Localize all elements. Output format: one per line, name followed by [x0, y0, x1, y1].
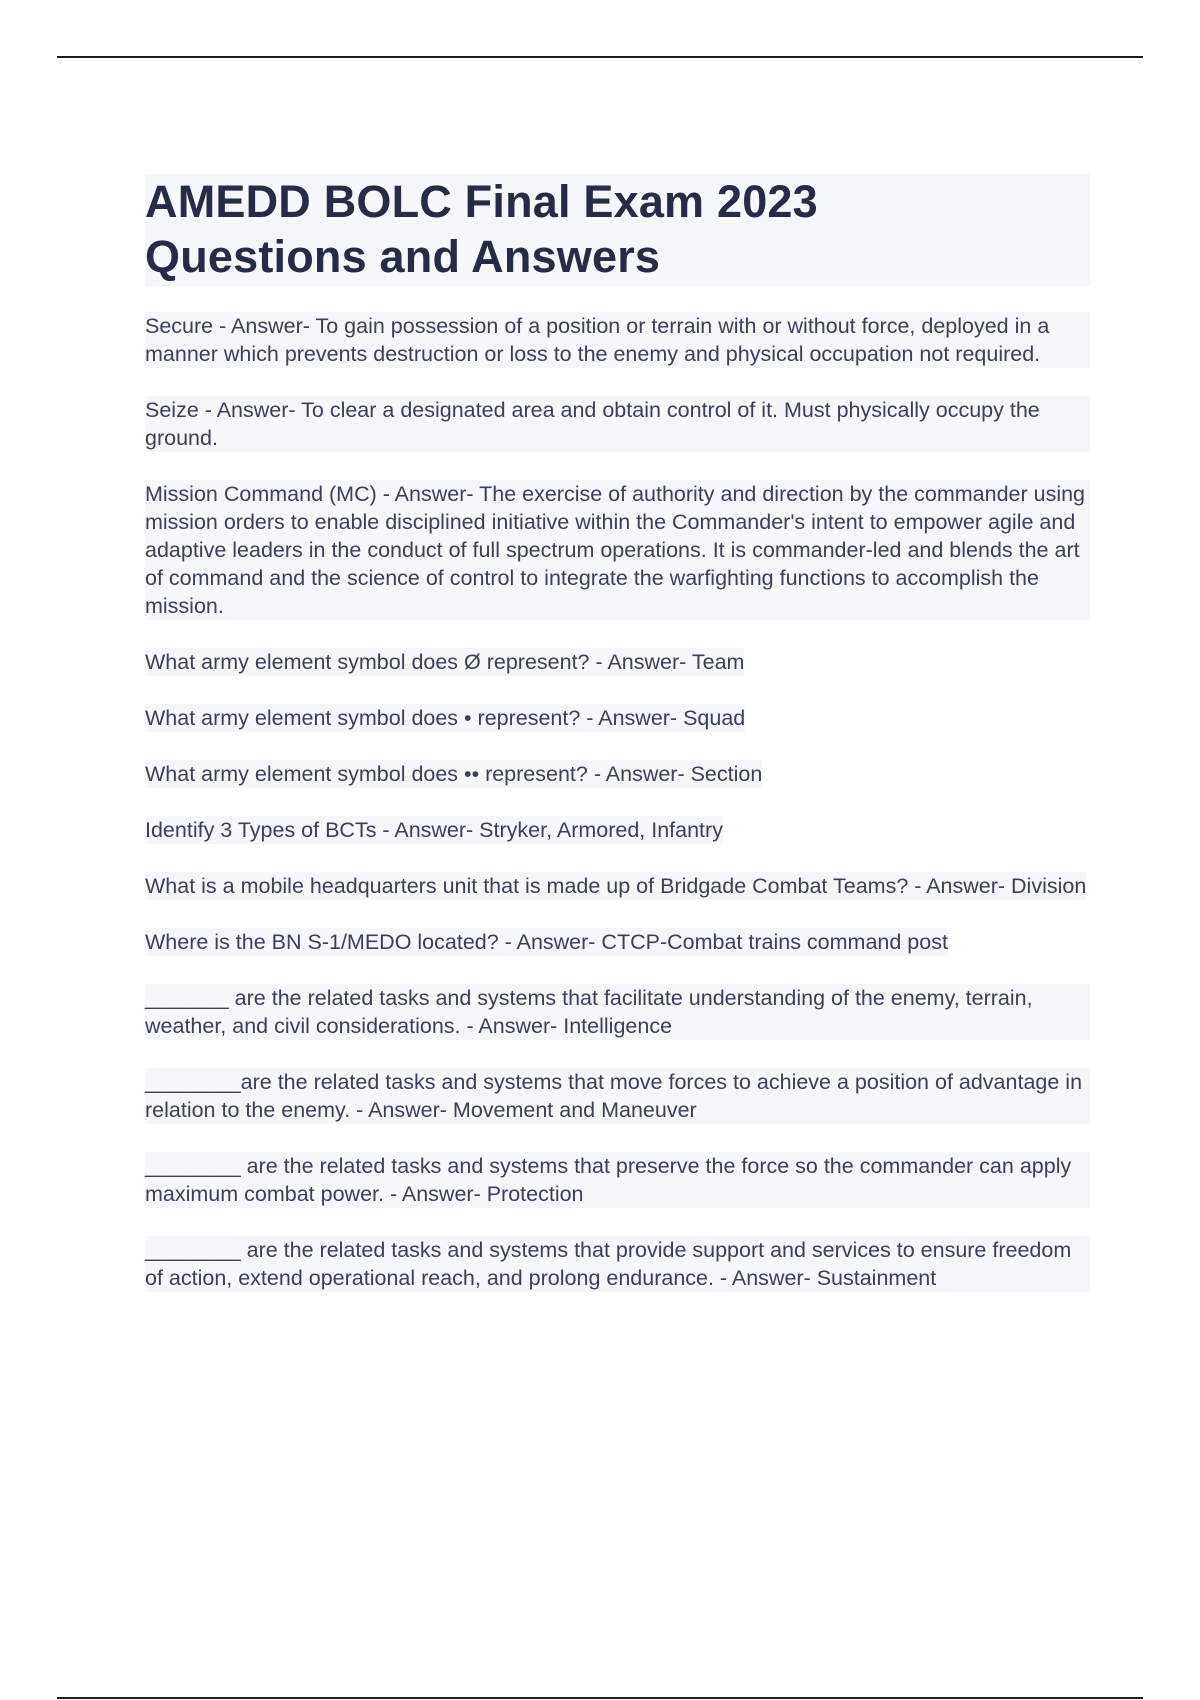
- qa-entry-team-symbol: What army element symbol does Ø represent? - Answer- Team: [145, 650, 745, 674]
- bottom-rule: [57, 1697, 1143, 1699]
- qa-entry-protection: ________ are the related tasks and systems that preserve the force so the commander can apply maximum combat power. - Answer- Protection: [145, 1152, 1090, 1208]
- qa-entry-division: What is a mobile headquarters unit that is made up of Bridgade Combat Teams? - Answer- Division: [145, 874, 1087, 898]
- qa-entry-movement-maneuver: ________are the related tasks and systems that move forces to achieve a position of advantage in relation to the enemy. - Answer- Movement and Maneuver: [145, 1068, 1090, 1124]
- qa-list: [145, 312, 1090, 1292]
- qa-entry-bct-types: Identify 3 Types of BCTs - Answer- Stryker, Armored, Infantry: [145, 818, 723, 842]
- document-body: [145, 174, 1090, 1320]
- qa-entry-section-symbol: What army element symbol does •• represent? - Answer- Section: [145, 762, 763, 786]
- qa-entry-squad-symbol: What army element symbol does • represent? - Answer- Squad: [145, 706, 746, 730]
- page-title: [145, 174, 1090, 284]
- qa-entry-seize: Seize - Answer- To clear a designated area and obtain control of it. Must physically occupy the ground.: [145, 396, 1090, 452]
- title-block: [145, 174, 1090, 286]
- qa-entry-secure: Secure - Answer- To gain possession of a position or terrain with or without force, deployed in a manner which prevents destruction or loss to the enemy and physical occupation not required.: [145, 312, 1090, 368]
- qa-entry-bn-s1-medo: Where is the BN S-1/MEDO located? - Answer- CTCP-Combat trains command post: [145, 930, 948, 954]
- top-rule: [57, 56, 1143, 58]
- qa-entry-sustainment: ________ are the related tasks and systems that provide support and services to ensure freedom of action, extend operational reach, and prolong endurance. - Answer- Sustainment: [145, 1236, 1090, 1292]
- qa-entry-mission-command: Mission Command (MC) - Answer- The exercise of authority and direction by the commander using mission orders to enable disciplined initiative within the Commander's intent to empower agile and adaptive leaders in the conduct of full spectrum operations. It is commander-led and blends the art of command and the science of control to integrate the warfighting functions to accomplish the mission.: [145, 480, 1090, 620]
- title-line-1: AMEDD BOLC Final Exam 2023: [145, 176, 818, 227]
- qa-entry-intelligence: _______ are the related tasks and systems that facilitate understanding of the enemy, terrain, weather, and civil considerations. - Answer- Intelligence: [145, 984, 1090, 1040]
- title-line-2: Questions and Answers: [145, 231, 661, 282]
